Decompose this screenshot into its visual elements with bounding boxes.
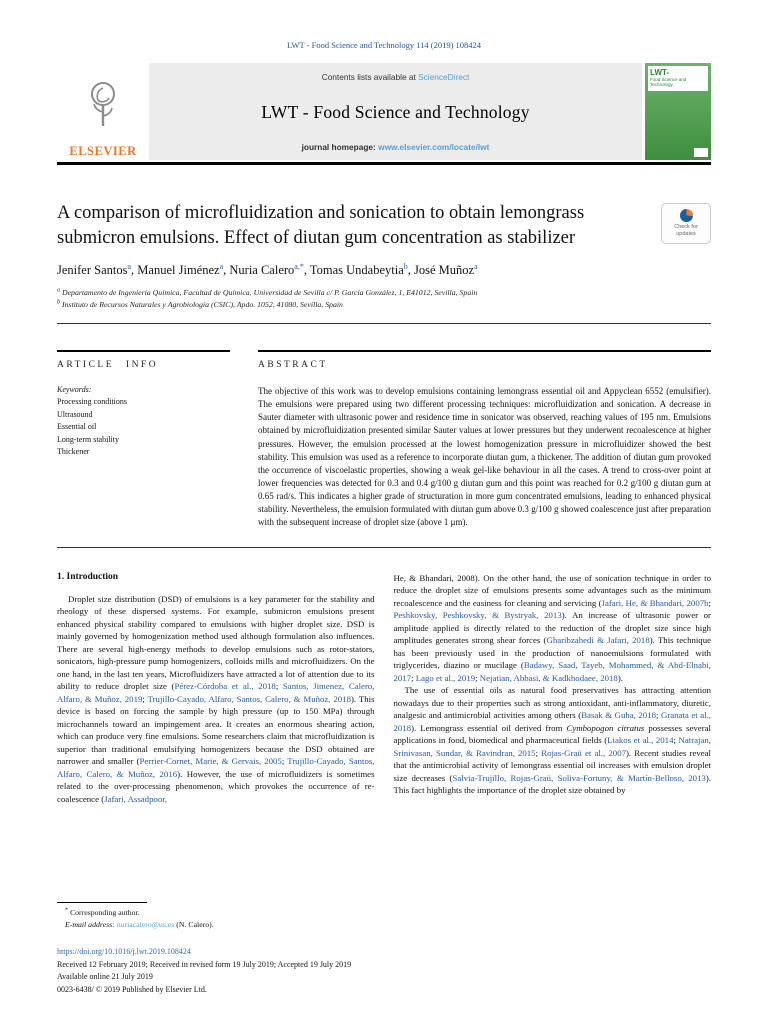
journal-cover-thumbnail[interactable] [645,63,711,160]
elsevier-wordmark: ELSEVIER [69,144,137,158]
journal-masthead [57,63,711,160]
citation-link[interactable]: Salvia-Trujillo, Rojas-Graü, Soliva-Fortuny, & Martín-Belloso, 2013 [452,772,706,783]
citation-link[interactable]: Lago et al., 2019 [415,672,476,683]
keyword: Thickener [57,446,90,456]
masthead-divider [57,162,711,165]
citation-link[interactable]: Granata et al., 2018 [393,710,711,733]
citation-link[interactable]: Liakos et al., 2014 [607,735,674,746]
citation-link[interactable]: Pérez-Córdoba et al., 2018 [174,681,276,692]
available-online: Available online 21 July 2019 [57,972,153,982]
section-heading: 1. Introduction [57,571,119,582]
citation-link[interactable]: Perrier-Cornet, Marie, & Gervais, 2005 [139,756,282,767]
check-badge-label: Check for updates [674,224,698,237]
citation-link[interactable]: Jafari, He, & Bhandari, 2007b [601,597,709,608]
check-for-updates-badge[interactable] [661,203,711,244]
citation-link[interactable]: Basak & Guha, 2018 [581,710,656,721]
cover-title: LWT- [650,68,670,77]
elsevier-tree-icon [82,63,124,144]
cover-publisher-mark [694,148,708,157]
citation-link[interactable]: Natrajan, Srinivasan, Sundar, & Ravindran, 2015 [393,735,711,758]
author-list: Jenifer Santos$^a$, Manuel Jiménez$^a$, Nuria Calero$^{a,*}$, Tomas Undabeytia$^b$, José Muñoz$^a$ [57,262,478,278]
divider [57,547,711,548]
web-link[interactable]: nuriacalero@us.es [116,920,175,930]
citation-link[interactable]: Badawy, Saad, Tayeb, Mohammed, & Abd-Elnabi, 2017 [393,660,711,683]
keyword: Processing conditions [57,397,127,407]
affiliation-a: $^a$ Departamento de Ingeniería Química, Facultad de Química, Universidad de Sevilla c/ P. García González, 1, E41012, Sevilla, Spain [57,287,478,298]
abstract-heading: ABSTRACT [258,360,328,371]
body-left-column [57,572,375,805]
citation-link[interactable]: Nejatian, Abbasi, & Kadkhodaee, 2018 [479,672,618,683]
crossmark-icon [680,209,693,222]
journal-citation-link[interactable]: LWT - Food Science and Technology 114 (2019) 108424 [286,40,482,50]
abstract-column [258,350,711,529]
article-info-column [57,350,230,529]
article-title: A comparison of microfluidization and sonication to obtain lemongrass submicron emulsions. Effect of diutan gum concentration as stabilizer [57,203,585,248]
citation-link[interactable]: Santos, Jimenez, Calero, Alfaro, & Muñoz, 2019 [57,681,375,704]
paragraph: The use of essential oils as natural food preservatives has attracting attention nowadays due to their properties such as strong antioxidant, anti-inflammatory, diuretic, analgesic and antimicrobial activities among others (Basak & Guha, 2018; Granata et al., 2018). Lemongrass essential oil derived from Cymbopogon citratus possesses several applications in food, biomedical and pharmaceutical fields (Liakos et al., 2014; Natrajan, Srinivasan, Sundar, & Ravindran, 2015; Rojas-Graü et al., 2007). Recent studies reveal that the antimicrobial activity of lemongrass essential oil increases with emulsion droplet size decreases (Salvia-Trujillo, Rojas-Graü, Soliva-Fortuny, & Martín-Belloso, 2013). This fact highlights the importance of the droplet size obtained by [393,685,712,796]
contents-line [322,72,470,82]
keyword: Long-term stability [57,434,119,444]
publication-info [57,946,711,996]
citation-link[interactable]: Trujillo-Cayado, Santos, Alfaro, Calero, & Muñoz, 2016 [57,756,375,779]
footnote-divider [57,902,147,903]
body-right-column [394,572,712,805]
citation-link[interactable]: Gharibzahedi & Jafari, 2018 [546,635,650,646]
masthead-center [149,63,642,160]
paragraph: Droplet size distribution (DSD) of emulsions is a key parameter for the stability and rheology of these dispersed systems. For example, submicron emulsions present enhanced physical stability compared to emulsions with higher droplet size. DSD is mainly governed by homogenization method used although formulation also influences. There are several high-energy methods to develop emulsions such as rotor-stators, sonicators, high-pressure pump homogenizers, colloids mills and microfluidizers. On the one hand, in the last ten years, Microfluidizers have attracted a lot of attention due to its ability to reduce droplet size (Pérez-Córdoba et al., 2018; Santos, Jimenez, Calero, Alfaro, & Muñoz, 2019; Trujillo-Cayado, Alfaro, Santos, Calero, & Muñoz, 2018). This device is based on forcing the sample by high pressure (up to 150 MPa) through microchannels toward an impingement area. It creates an enormous shearing action, which can produce very fine emulsions. Some researchers claim that microfluidization is superior than traditional emulsifying homogenizers because the DSD obtained are narrower and smaller (Perrier-Cornet, Marie, & Gervais, 2005; Trujillo-Cayado, Santos, Alfaro, Calero, & Muñoz, 2016). However, the use of microfluidizers is sometimes related to the over-processing phenomenon, which provokes the occurrence of re-coalescence (Jafari, Assadpoor, [57,593,375,804]
keywords-label: Keywords: [57,385,92,395]
issn-copyright: 0023-6438/ © 2019 Published by Elsevier Ltd. [57,984,207,994]
corresponding-author-note: * Corresponding author. [65,907,140,918]
page-footer [57,902,711,996]
homepage-line [302,142,490,152]
corresponding-author-footnote [57,907,711,931]
keyword: Essential oil [57,422,97,432]
affiliations [57,287,711,311]
cover-subtitle: Food Science and Technology [650,77,687,88]
divider [57,323,711,324]
doi-link[interactable]: https://doi.org/10.1016/j.lwt.2019.108424 [57,947,191,957]
citation-link[interactable]: Rojas-Graü et al., 2007 [541,747,626,758]
cover-header [648,66,708,91]
keyword: Ultrasound [57,409,93,419]
elsevier-logo[interactable] [57,63,149,160]
article-info-heading: ARTICLE INFO [57,360,159,371]
journal-title: LWT - Food Science and Technology [261,101,530,122]
journal-homepage-link[interactable]: www.elsevier.com/locate/lwt [378,142,490,152]
citation-link[interactable]: Jafari, Assadpoor, [104,793,168,804]
abstract-text: The objective of this work was to develop emulsions containing lemongrass essential oil and Appyclean 6552 (emulsifier). The emulsions were prepared using two different processing techniques: microfluidization and sonication. A decrease in Sauter diameter with ultrasonic power and residence time in sonicator was observed, reaching values of 195 nm. Emulsions obtained by microfluidization presented similar Sauter values at lower pressures but they underwent recoalescence at higher pressures. However, the emulsion processed at the lowest homogenization pressure in microfluidizer showed the best stability. This emulsion was used as a reference to incorporate diutan gum, a thickener. The addition of diutan gum provoked the occurrence of viscoelastic properties, showing a weak gel-like behaviour in all the cases. A trend to cross-over point at lower frequencies was detected for 0.3 and 0.4 g/100 g diutan gum and this point was reached for 0.2 g/100 g diutan gum at 0.65 rad/s. This indicates a higher grade of structuration in more gum concentrated emulsions, leading to enhanced physical stability. Nevertheless, the emulsion formulated with diutan gum above 0.3 g/100 g showed coalescence just after preparation with the subsequent increase of droplet size (above 1 μm). [258,386,711,527]
received-dates: Received 12 February 2019; Received in revised form 19 July 2019; Accepted 19 July 2019 [57,959,352,969]
sciencedirect-link[interactable]: ScienceDirect [418,72,470,82]
email-line: E-mail address: nuriacalero@us.es (N. Calero). [65,920,214,930]
citation-link[interactable]: Trujillo-Cayado, Alfaro, Santos, Calero, & Muñoz, 2018 [147,693,351,704]
homepage-label: journal homepage: [301,142,379,152]
contents-prefix: Contents lists available at [321,72,419,82]
affiliation-b: $^b$ Instituto de Recursos Naturales y Agrobiología (CSIC), Apdo. 1052, 41080, Sevilla, Spain [57,299,343,310]
citation-link[interactable]: Peshkovsky, Peshkovsky, & Bystryak, 2013 [393,610,562,621]
paragraph: He, & Bhandari, 2008). On the other hand, the use of sonication technique in order to reduce the droplet size of emulsions presents some advantages such as the minimum recoalescence and the easiness for cleaning and servicing (Jafari, He, & Bhandari, 2007b; Peshkovsky, Peshkovsky, & Bystryak, 2013). An increase of ultrasonic power or amplitude applied is directly related to the reduction of the droplet size since high amplitudes generates strong shear forces (Gharibzahedi & Jafari, 2018). This technique has been previously used in the production of nanoemulsions formulated with triglycerides, diazino or mucilage (Badawy, Saad, Tayeb, Mohammed, & Abd-Elnabi, 2017; Lago et al., 2019; Nejatian, Abbasi, & Kadkhodaee, 2018). [393,572,712,683]
